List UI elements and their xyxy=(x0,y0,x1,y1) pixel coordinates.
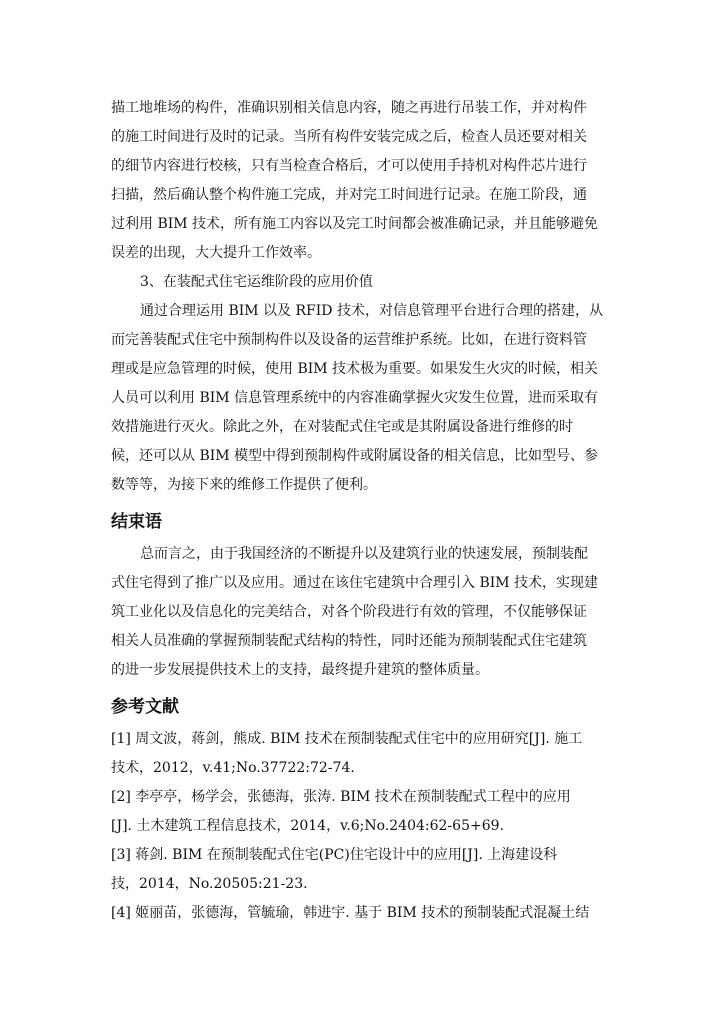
body-text-line: 描工地堆场的构件，准确识别相关信息内容，随之再进行吊装工作，并对构件 xyxy=(111,100,587,116)
body-text-line: 相关人员准确的掌握预制装配式结构的特性，同时还能为预制装配式住宅建筑 xyxy=(111,633,587,649)
body-text-line: 数等等，为接下来的维修工作提供了便利。 xyxy=(111,477,377,493)
body-text-line: 式住宅得到了推广以及应用。通过在该住宅建筑中合理引入 BIM 技术，实现建 xyxy=(111,575,599,591)
body-text-line: 候，还可以从 BIM 模型中得到预制构件或附属设备的相关信息，比如型号、参 xyxy=(111,448,599,464)
conclusion-heading: 结束语 xyxy=(111,512,162,532)
reference-line: [1] 周文波，蒋剑，熊成. BIM 技术在预制装配式住宅中的应用研究[J]. 施工 xyxy=(111,731,583,747)
body-text-line: 的细节内容进行校核，只有当检查合格后，才可以使用手持机对构件芯片进行 xyxy=(111,158,587,174)
page-content xyxy=(111,94,617,928)
reference-line: 技，2014，No.20505:21-23. xyxy=(111,876,308,892)
body-text-line: 总而言之，由于我国经济的不断提升以及建筑行业的快速发展，预制装配 xyxy=(140,546,588,562)
references-heading: 参考文献 xyxy=(111,697,179,717)
body-text-line: 扫描，然后确认整个构件施工完成，并对完工时间进行记录。在施工阶段，通 xyxy=(111,187,587,203)
body-text-line: 通过合理运用 BIM 以及 RFID 技术，对信息管理平台进行合理的搭建，从 xyxy=(140,303,603,319)
body-text-line: 理或是应急管理的时候，使用 BIM 技术极为重要。如果发生火灾的时候，相关 xyxy=(111,361,599,377)
body-text-line: 的施工时间进行及时的记录。当所有构件安装完成之后，检查人员还要对相关 xyxy=(111,129,587,145)
body-text-line: 而完善装配式住宅中预制构件以及设备的运营维护系统。比如，在进行资料管 xyxy=(111,332,587,348)
reference-line: [3] 蒋剑. BIM 在预制装配式住宅(PC)住宅设计中的应用[J]. 上海建设科 xyxy=(111,847,558,863)
reference-line: [J]. 土木建筑工程信息技术，2014，v.6;No.2404:62-65+69. xyxy=(111,818,504,834)
body-text-line: 过利用 BIM 技术，所有施工内容以及完工时间都会被准确记录，并且能够避免 xyxy=(111,216,599,232)
body-text-line: 筑工业化以及信息化的完美结合，对各个阶段进行有效的管理，不仅能够保证 xyxy=(111,604,587,620)
body-text-line: 的进一步发展提供技术上的支持，最终提升建筑的整体质量。 xyxy=(111,662,489,678)
body-text-line: 误差的出现，大大提升工作效率。 xyxy=(111,245,321,261)
body-text-line: 效措施进行灭火。除此之外，在对装配式住宅或是其附属设备进行维修的时 xyxy=(111,419,573,435)
reference-line: [4] 姬丽苗，张德海，管毓瑜，韩进宇. 基于 BIM 技术的预制装配式混凝土结 xyxy=(111,905,590,921)
body-text-line: 人员可以利用 BIM 信息管理系统中的内容准确掌握火灾发生位置，进而采取有 xyxy=(111,390,599,406)
reference-line: 技术，2012，v.41;No.37722:72-74. xyxy=(111,760,355,776)
section-subheading: 3、在装配式住宅运维阶段的应用价值 xyxy=(140,274,373,290)
reference-line: [2] 李亭亭，杨学会，张德海，张涛. BIM 技术在预制装配式工程中的应用 xyxy=(111,789,571,805)
